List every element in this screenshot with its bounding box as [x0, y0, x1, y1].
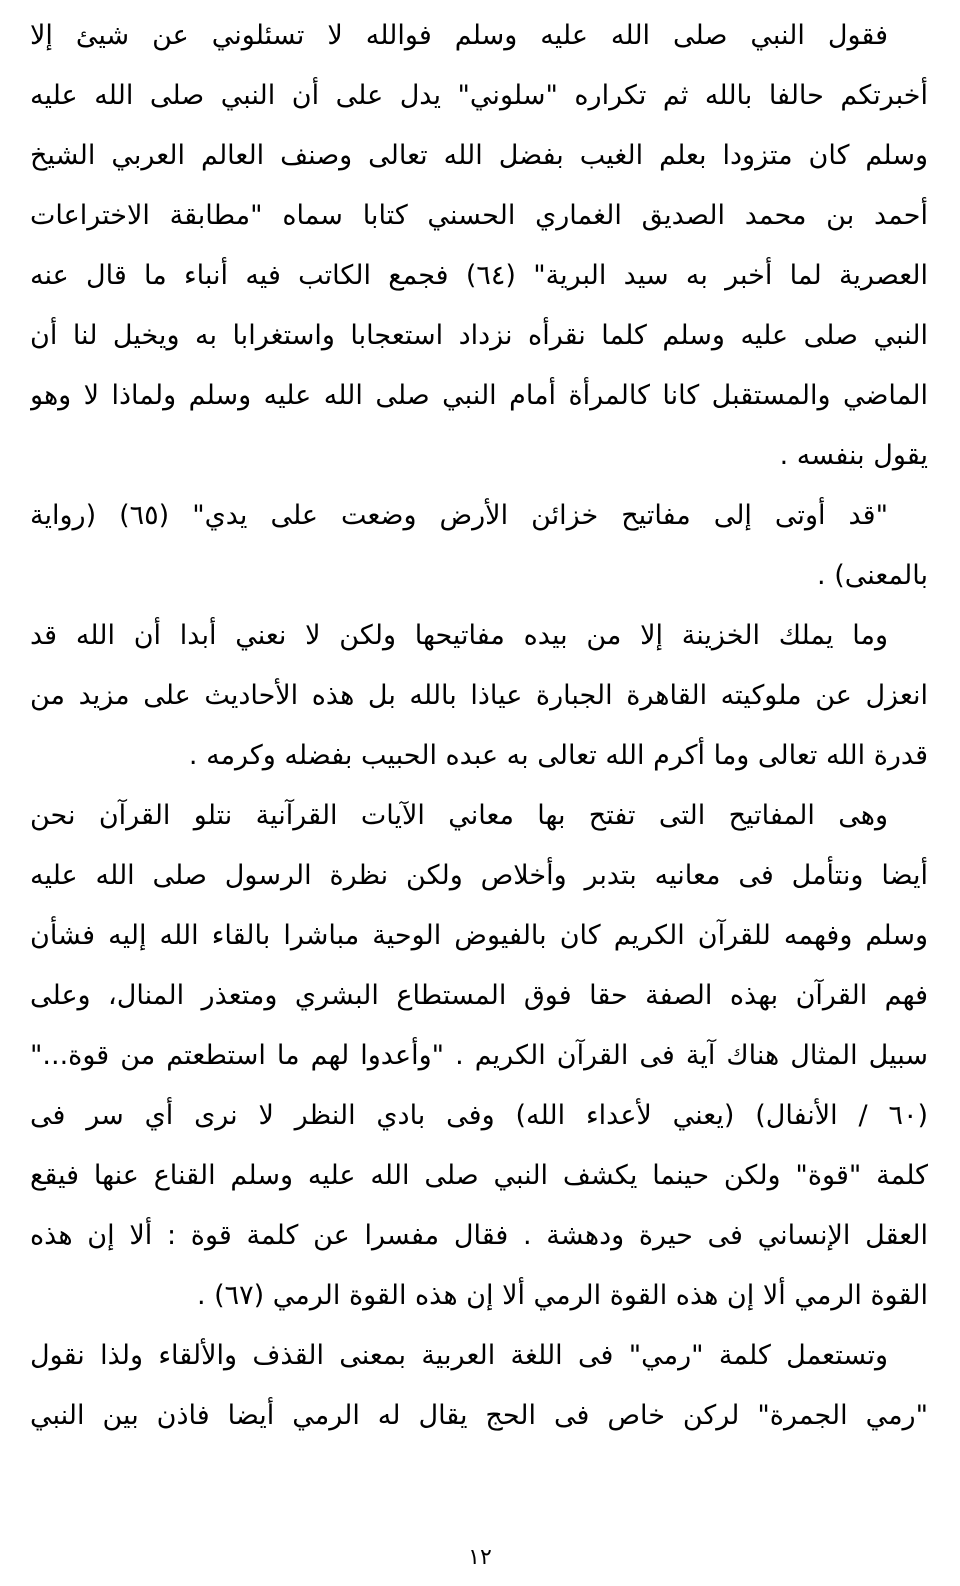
- text-line: النبي صلى عليه وسلم كلما نقرأه نزداد استعجابا واستغرابا به ويخيل لنا أن: [30, 320, 928, 351]
- text-line: العقل الإنساني فى حيرة ودهشة . فقال مفسرا عن كلمة قوة : ألا إن هذه: [30, 1220, 928, 1251]
- text-line: سبيل المثال هناك آية فى القرآن الكريم . "وأعدوا لهم ما استطعتم من قوة...": [30, 1040, 928, 1071]
- text-line: وسلم وفهمه للقرآن الكريم كان بالفيوض الوحية مباشرا بالقاء الله إليه فشأن: [30, 920, 928, 951]
- text-line: انعزل عن ملوكيته القاهرة الجبارة عياذا بالله بل هذه الأحاديث على مزيد من: [30, 680, 928, 711]
- page-number: ١٢: [468, 1545, 492, 1570]
- text-line: يقول بنفسه .: [779, 440, 928, 471]
- text-line: وما يملك الخزينة إلا من بيده مفاتيحها ولكن لا نعني أبدا أن الله قد: [30, 620, 888, 651]
- text-line: القوة الرمي ألا إن هذه القوة الرمي ألا إن هذه القوة الرمي (٦٧) .: [196, 1280, 928, 1311]
- text-line: "رمي الجمرة" لركن خاص فى الحج يقال له الرمي أيضا فاذن بين النبي: [30, 1400, 928, 1431]
- text-line: أخبرتكم حالفا بالله ثم تكراره "سلوني" يدل على أن النبي صلى الله عليه: [30, 80, 928, 111]
- text-line: (٦٠ / الأنفال) (يعني لأعداء الله) وفى بادي النظر لا نرى أي سر فى: [30, 1100, 928, 1131]
- body-text: [30, 6, 928, 1446]
- text-line: العصرية لما أخبر به سيد البرية" (٦٤) فجمع الكاتب فيه أنباء ما قال عنه: [30, 260, 928, 291]
- text-line: أيضا ونتأمل فى معانيه بتدبر وأخلاص ولكن نظرة الرسول صلى الله عليه: [30, 860, 928, 891]
- text-line: قدرة الله تعالى وما أكرم الله تعالى به عبده الحبيب بفضله وكرمه .: [188, 740, 928, 771]
- text-line: بالمعنى) .: [817, 560, 928, 591]
- text-line: وسلم كان متزودا بعلم الغيب بفضل الله تعالى وصنف العالم العربي الشيخ: [30, 140, 928, 171]
- text-line: وهى المفاتيح التى تفتح بها معاني الآيات القرآنية نتلو القرآن نحن: [30, 800, 888, 831]
- text-line: الماضي والمستقبل كانا كالمرأة أمام النبي صلى الله عليه وسلم ولماذا لا وهو: [30, 380, 928, 411]
- text-line: فقول النبي صلى الله عليه وسلم فوالله لا تسئلوني عن شيئ إلا: [30, 20, 888, 51]
- text-line: أحمد بن محمد الصديق الغماري الحسني كتابا سماه "مطابقة الاختراعات: [30, 200, 928, 231]
- text-line: فهم القرآن بهذه الصفة حقا فوق المستطاع البشري ومتعذر المنال، وعلى: [30, 980, 928, 1011]
- text-line: كلمة "قوة" ولكن حينما يكشف النبي صلى الله عليه وسلم القناع عنها فيقع: [30, 1160, 928, 1191]
- text-line: "قد أوتى إلى مفاتيح خزائن الأرض وضعت على يدي" (٦٥) (رواية: [30, 500, 888, 531]
- text-line: وتستعمل كلمة "رمي" فى اللغة العربية بمعنى القذف والألقاء ولذا نقول: [30, 1340, 888, 1371]
